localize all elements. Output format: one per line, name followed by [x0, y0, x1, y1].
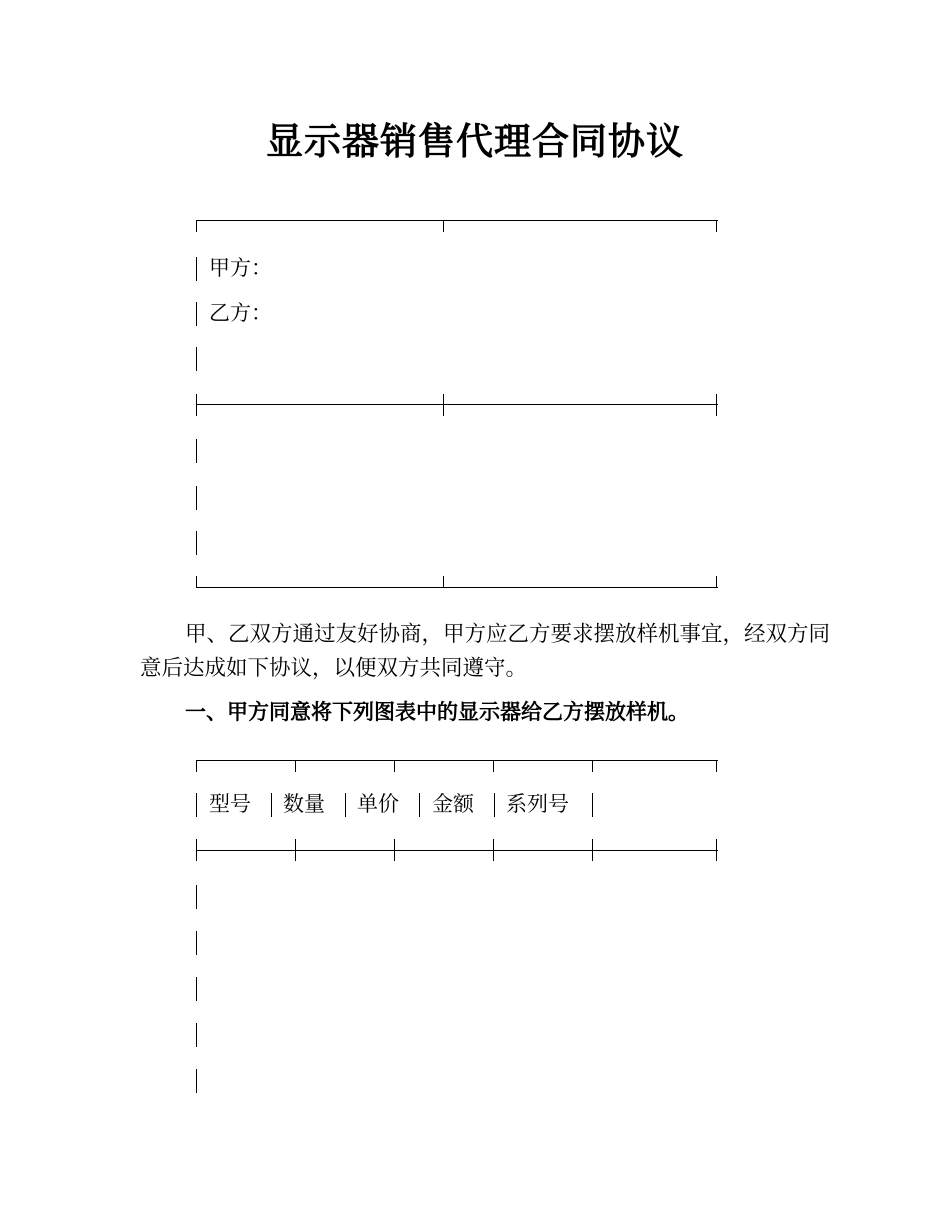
parties-box-tick	[443, 576, 444, 588]
product-table-tick	[592, 839, 593, 861]
header-quantity: 数量	[283, 792, 325, 816]
header-model: 型号	[209, 792, 251, 816]
parties-box-top-border	[196, 220, 718, 221]
product-table-tick	[394, 760, 395, 772]
page-title: 显示器销售代理合同协议	[266, 120, 684, 163]
intro-paragraph: 甲、乙双方通过友好协商，甲方应乙方要求摆放样机事宜，经双方同意后达成如下协议，以便双方共同遵守。	[140, 622, 831, 681]
product-table-tick	[592, 760, 593, 772]
product-table-tick	[493, 839, 494, 861]
parties-row-bar	[196, 439, 197, 463]
header-separator	[196, 793, 197, 817]
product-table	[196, 750, 718, 1095]
parties-row-bar	[196, 531, 197, 555]
party-a-label: 甲方：	[209, 256, 272, 280]
product-table-tick	[295, 760, 296, 772]
parties-box-tick	[196, 576, 197, 588]
product-table-tick	[493, 760, 494, 772]
product-table-tick	[716, 760, 717, 772]
parties-box-tick	[196, 394, 197, 416]
product-table-tick	[295, 839, 296, 861]
parties-row-bar	[196, 302, 197, 326]
product-table-tick	[394, 839, 395, 861]
header-separator	[271, 793, 272, 817]
section-1-heading: 一、甲方同意将下列图表中的显示器给乙方摆放样机。	[185, 700, 689, 724]
parties-box-tick	[716, 576, 717, 588]
parties-box	[196, 210, 718, 595]
parties-row-bar	[196, 486, 197, 510]
header-separator	[592, 793, 593, 817]
product-table-header-border	[196, 850, 718, 851]
product-table-tick	[716, 839, 717, 861]
product-table-tick	[196, 760, 197, 772]
header-separator	[494, 793, 495, 817]
product-row-bar	[196, 1069, 197, 1093]
header-amount: 金额	[432, 792, 474, 816]
product-row-bar	[196, 977, 197, 1001]
parties-box-tick	[443, 220, 444, 232]
product-row-bar	[196, 1023, 197, 1047]
header-unit-price: 单价	[357, 792, 399, 816]
product-table-tick	[196, 839, 197, 861]
parties-box-bottom-border	[196, 587, 718, 588]
parties-box-tick	[443, 394, 444, 416]
header-separator	[345, 793, 346, 817]
parties-box-middle-border	[196, 404, 718, 405]
product-table-top-border	[196, 760, 718, 761]
product-row-bar	[196, 931, 197, 955]
parties-box-tick	[716, 220, 717, 232]
parties-box-tick	[716, 394, 717, 416]
parties-row-bar	[196, 347, 197, 371]
parties-row-bar	[196, 257, 197, 281]
header-separator	[419, 793, 420, 817]
parties-box-tick	[196, 220, 197, 232]
product-row-bar	[196, 885, 197, 909]
party-b-label: 乙方：	[209, 301, 272, 325]
header-serial-number: 系列号	[506, 792, 569, 816]
